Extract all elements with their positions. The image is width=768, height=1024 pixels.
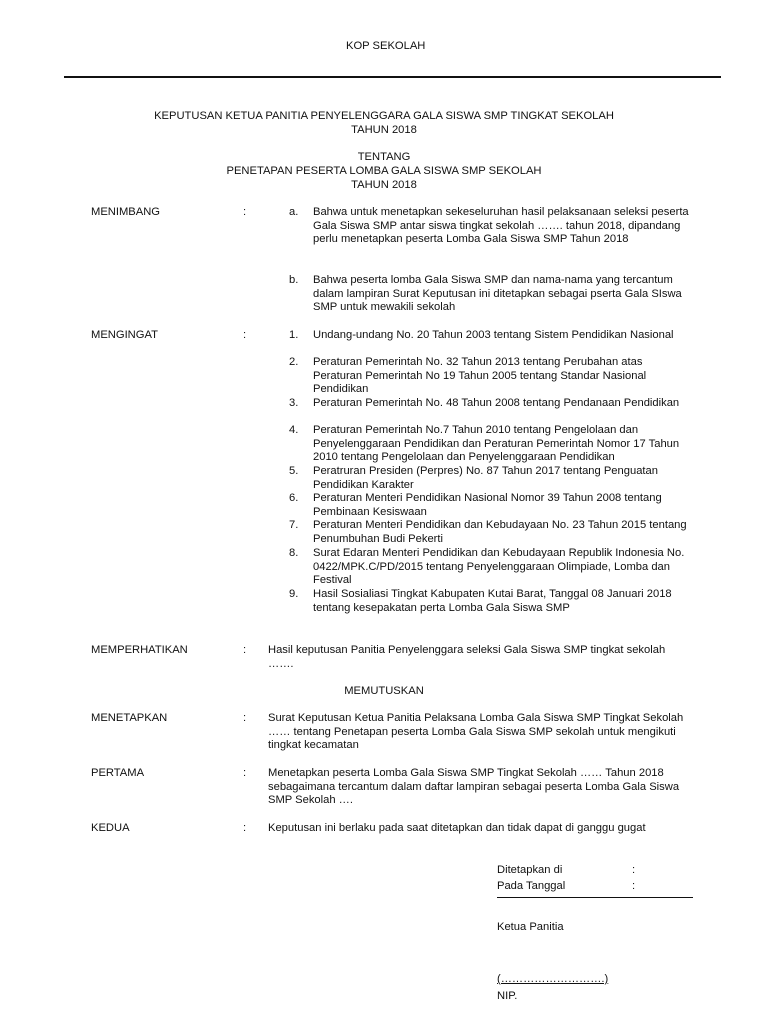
signature-divider (497, 897, 693, 898)
item-text: Peratruran Presiden (Perpres) No. 87 Tahun 2017 tentang Penguatan Pendidikan Karakter (313, 465, 658, 491)
item-text: Hasil Sosialiasi Tingkat Kabupaten Kutai Barat, Tanggal 08 Januari 2018 tentang kesepakatan perta Lomba Gala Siswa SMP (313, 588, 672, 614)
item-text: Surat Edaran Menteri Pendidikan dan Kebudayaan Republik Indonesia No. 0422/MPK.C/PD/2015 tentang Penyelenggaraan Olimpiade, Lomba dan Festival (313, 547, 685, 587)
item-marker: b. (289, 274, 299, 286)
header-rule (64, 76, 721, 78)
section-label: MENETAPKAN (91, 712, 168, 724)
section-colon: : (243, 822, 247, 834)
section-text: Menetapkan peserta Lomba Gala Siswa SMP Tingkat Sekolah …… Tahun 2018 sebagaimana tercantum dalam daftar lampiran sebagai peserta Lomba Gala Siswa SMP Sekolah …. (268, 767, 680, 807)
section-text: Surat Keputusan Ketua Panitia Pelaksana Lomba Gala Siswa SMP Tingkat Sekolah …… tentang Penetapan peserta Lomba Gala Siswa SMP sekolah untuk mengikuti tingkat kecamatan (268, 712, 684, 752)
section-text: Keputusan ini berlaku pada saat ditetapkan dan tidak dapat di ganggu gugat (268, 822, 646, 834)
title-line-2: TAHUN 2018 (351, 124, 417, 136)
item-marker: 4. (289, 424, 299, 436)
item-marker: 8. (289, 547, 299, 559)
memutuskan-heading: MEMUTUSKAN (344, 685, 424, 697)
item-text: Undang-undang No. 20 Tahun 2003 tentang Sistem Pendidikan Nasional (313, 329, 674, 341)
item-marker: 7. (289, 519, 299, 531)
section-label: MENIMBANG (91, 206, 160, 218)
section-label: MENGINGAT (91, 329, 158, 341)
section-text: Hasil keputusan Panitia Penyelenggara seleksi Gala Siswa SMP tingkat sekolah ……. (268, 644, 666, 670)
section-colon: : (243, 644, 247, 656)
item-text: Peraturan Menteri Pendidikan Nasional Nomor 39 Tahun 2008 tentang Pembinaan Kesiswaan (313, 492, 662, 518)
item-marker: 1. (289, 329, 299, 341)
subtitle-line-2: PENETAPAN PESERTA LOMBA GALA SISWA SMP SEKOLAH (226, 165, 542, 177)
item-marker: 2. (289, 356, 299, 368)
item-marker: a. (289, 206, 299, 218)
item-text: Peraturan Pemerintah No.7 Tahun 2010 tentang Pengelolaan dan Penyelenggaraan Pendidikan dan Peraturan Pemerintah Nomor 17 Tahun 2010 tentang Pengelolaan dan Penyelenggaraan Pendidikan (313, 424, 680, 464)
section-label: MEMPERHATIKAN (91, 644, 188, 656)
item-marker: 9. (289, 588, 299, 600)
section-colon: : (243, 206, 247, 218)
section-colon: : (243, 767, 247, 779)
item-marker: 5. (289, 465, 299, 477)
tanggal-label: Pada Tanggal (497, 880, 566, 892)
item-marker: 6. (289, 492, 299, 504)
item-text: Peraturan Menteri Pendidikan dan Kebudayaan No. 23 Tahun 2015 tentang Penumbuhan Budi Pekerti (313, 519, 687, 545)
item-text: Peraturan Pemerintah No. 32 Tahun 2013 tentang Perubahan atas Peraturan Pemerintah No 19 Tahun 2005 tentang Standar Nasional Pendidikan (313, 356, 647, 396)
signatory-position: Ketua Panitia (497, 921, 564, 933)
item-text: Peraturan Pemerintah No. 48 Tahun 2008 tentang Pendanaan Pendidikan (313, 397, 680, 409)
section-label: PERTAMA (91, 767, 145, 779)
ditetapkan-colon: : (632, 864, 636, 876)
item-marker: 3. (289, 397, 299, 409)
letterhead: KOP SEKOLAH (346, 40, 426, 52)
item-text: Bahwa untuk menetapkan sekeseluruhan hasil pelaksanaan seleksi peserta Gala Siswa SMP antar siswa tingkat sekolah ……. tahun 2018, dipandang perlu menetapkan peserta Lomba Gala Siswa SMP Tahun 2018 (313, 206, 689, 246)
section-colon: : (243, 712, 247, 724)
nip-label: NIP. (497, 990, 518, 1002)
tanggal-colon: : (632, 880, 636, 892)
section-colon: : (243, 329, 247, 341)
item-text: Bahwa peserta lomba Gala Siswa SMP dan nama-nama yang tercantum dalam lampiran Surat Keputusan ini ditetapkan sebagai pserta Gala SIswa SMP untuk mewakili sekolah (313, 274, 682, 314)
subtitle-line-3: TAHUN 2018 (351, 179, 417, 191)
section-label: KEDUA (91, 822, 130, 834)
title-line-1: KEPUTUSAN KETUA PANITIA PENYELENGGARA GALA SISWA SMP TINGKAT SEKOLAH (154, 110, 614, 122)
ditetapkan-label: Ditetapkan di (497, 864, 563, 876)
signatory-name: (……………………….) (497, 973, 609, 985)
subtitle-line-1: TENTANG (357, 151, 411, 163)
